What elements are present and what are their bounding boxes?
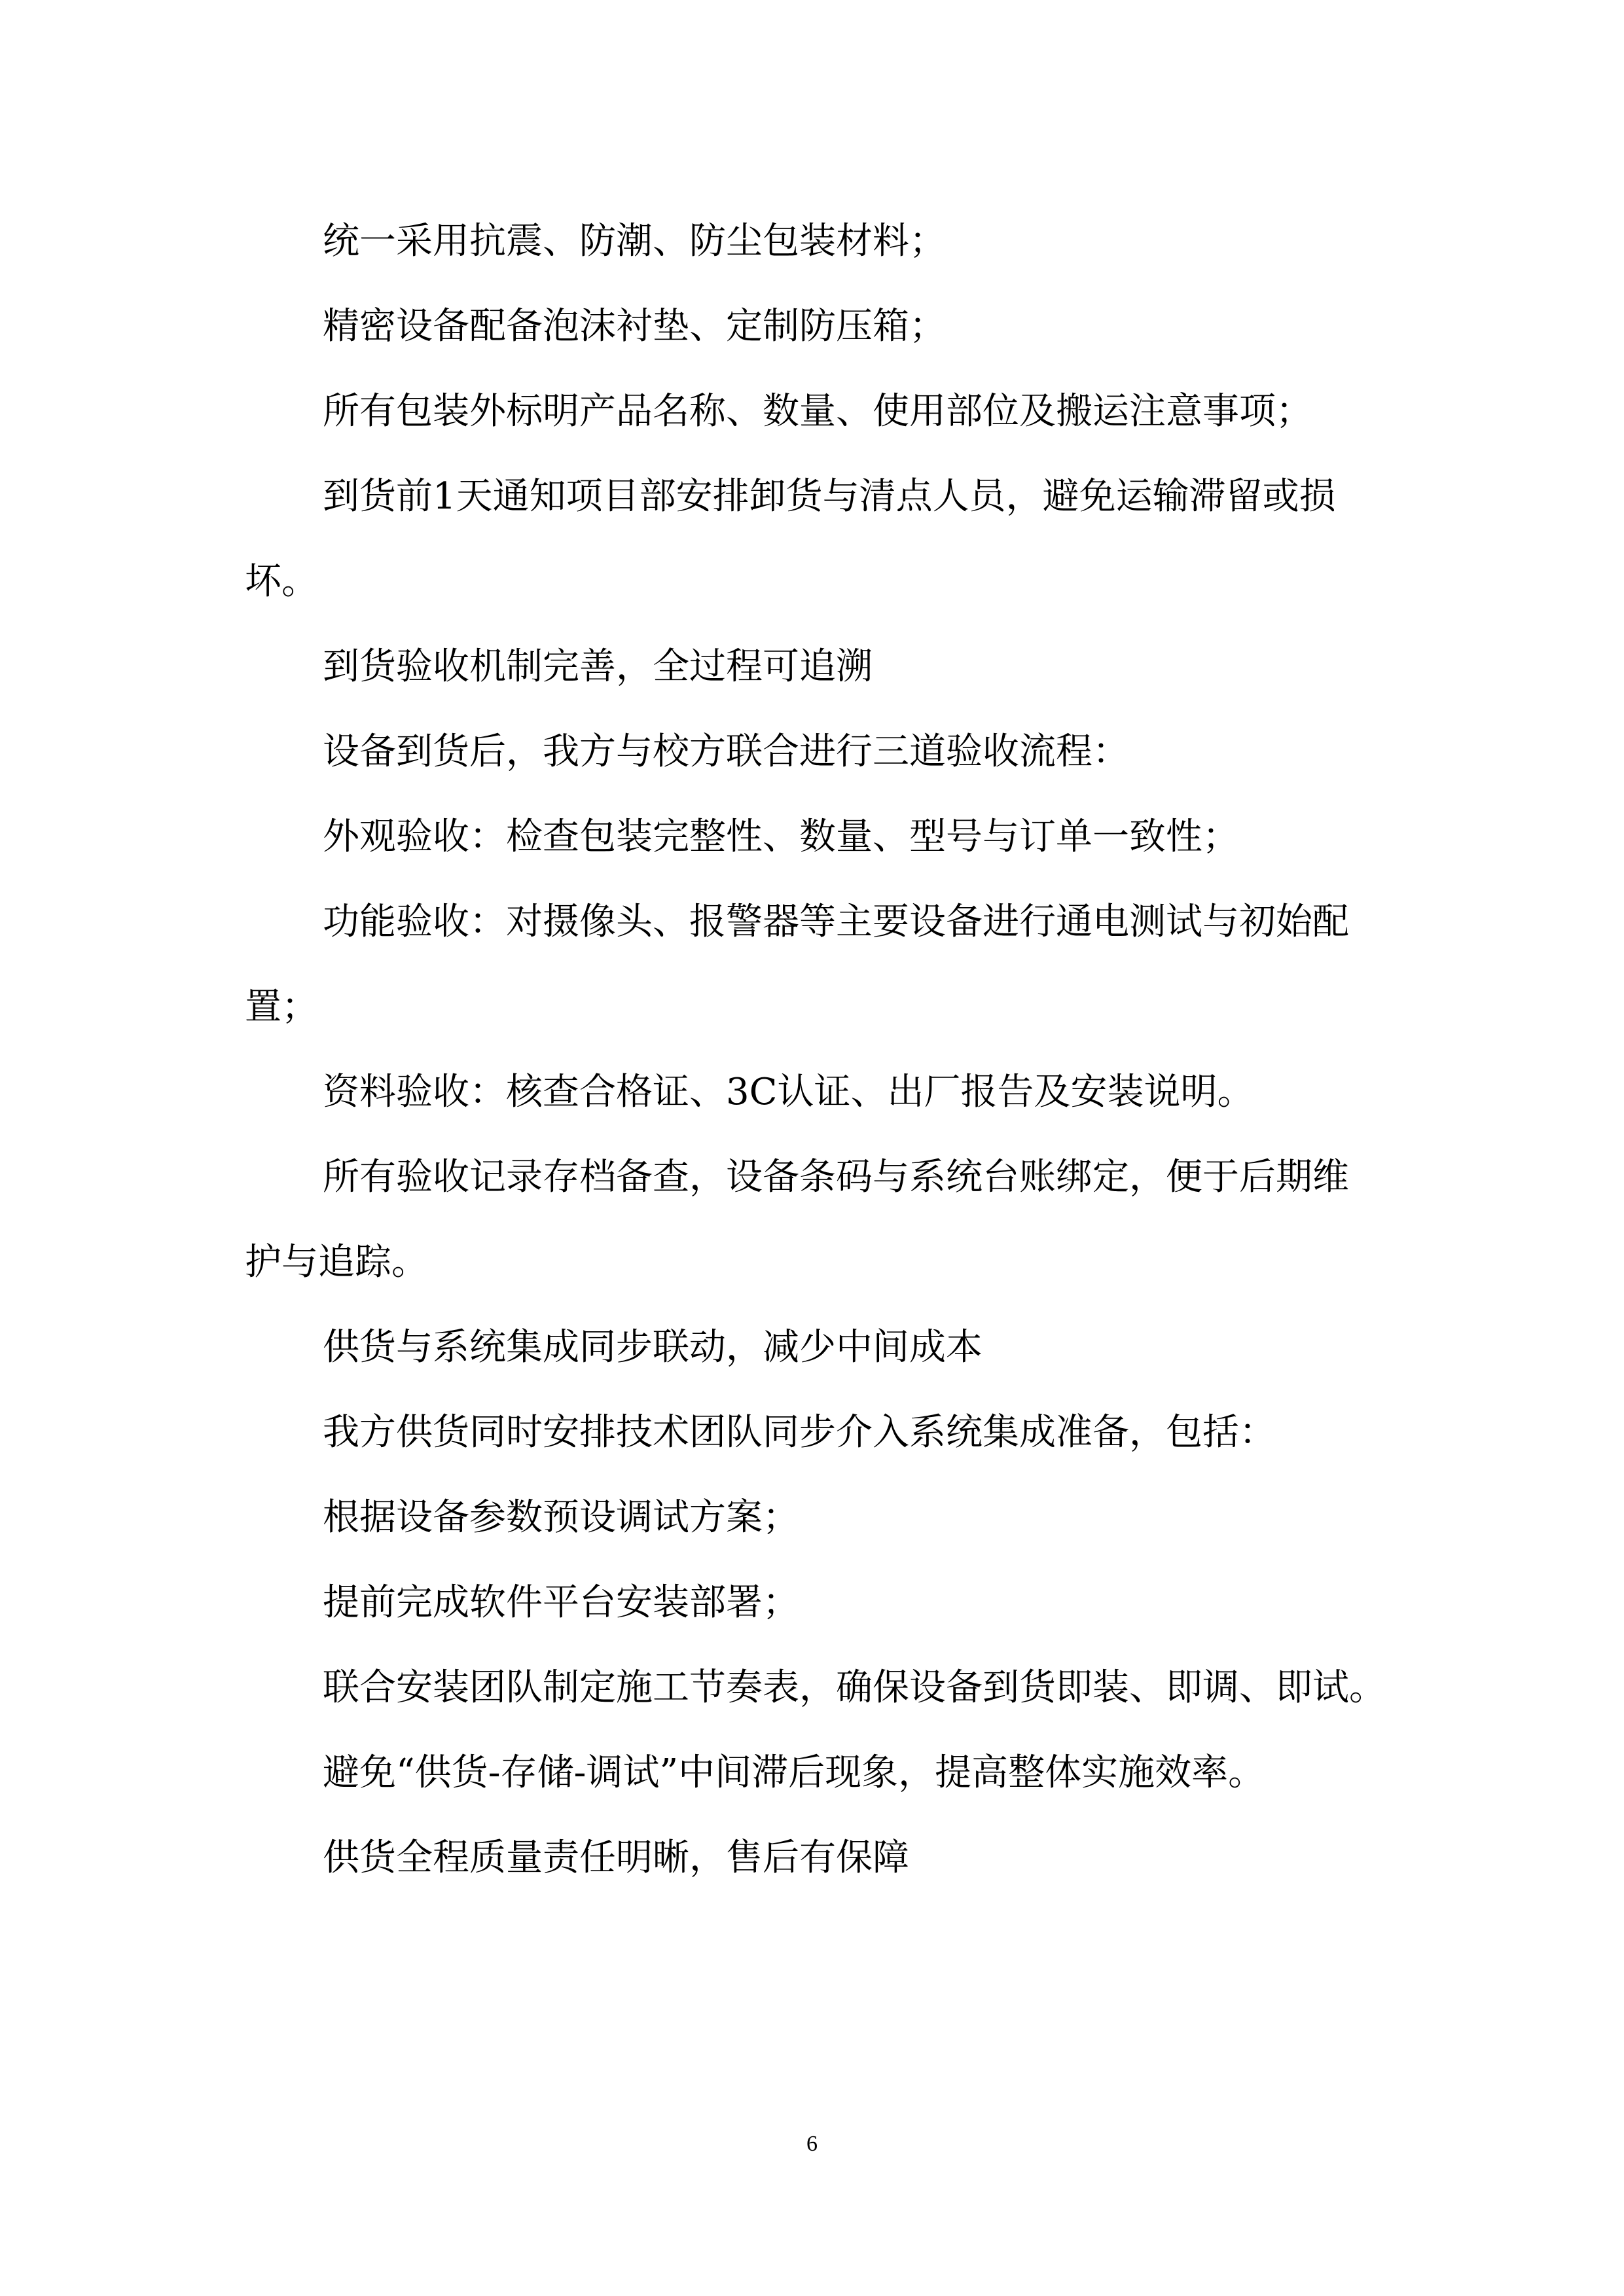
page-number: 6: [806, 2132, 818, 2156]
paragraph-avoid-delay: 避免“供货-存储-调试”中间滞后现象，提高整体实施效率。: [323, 1751, 1265, 1794]
paragraph-package-labeling: 所有包装外标明产品名称、数量、使用部位及搬运注意事项；: [323, 390, 1312, 433]
paragraph-arrival-notice: 到货前1天通知项目部安排卸货与清点人员，避免运输滞留或损: [323, 475, 1336, 518]
paragraph-software-deploy: 提前完成软件平台安装部署；: [323, 1581, 799, 1624]
paragraph-function-acceptance-continued: 置；: [245, 986, 318, 1028]
paragraph-debug-plan: 根据设备参数预设调试方案；: [323, 1496, 799, 1539]
paragraph-acceptance-intro: 设备到货后，我方与校方联合进行三道验收流程：: [323, 730, 1129, 773]
section-heading-acceptance: 到货验收机制完善，全过程可追溯: [323, 645, 873, 688]
paragraph-integration-intro: 我方供货同时安排技术团队同步介入系统集成准备，包括：: [323, 1411, 1276, 1454]
paragraph-records-archive-continued: 护与追踪。: [245, 1241, 428, 1283]
paragraph-packaging-materials: 统一采用抗震、防潮、防尘包装材料；: [323, 220, 946, 262]
paragraph-arrival-notice-continued: 坏。: [245, 560, 318, 603]
paragraph-construction-schedule: 联合安装团队制定施工节奏表，确保设备到货即装、即调、即试。: [323, 1666, 1386, 1709]
paragraph-document-acceptance: 资料验收：核查合格证、3C认证、出厂报告及安装说明。: [323, 1071, 1254, 1113]
section-heading-integration: 供货与系统集成同步联动，减少中间成本: [323, 1326, 983, 1369]
paragraph-records-archive: 所有验收记录存档备查，设备条码与系统台账绑定，便于后期维: [323, 1156, 1349, 1198]
section-heading-quality: 供货全程质量责任明晰，售后有保障: [323, 1837, 909, 1879]
paragraph-appearance-acceptance: 外观验收：检查包装完整性、数量、型号与订单一致性；: [323, 816, 1239, 858]
paragraph-function-acceptance: 功能验收：对摄像头、报警器等主要设备进行通电测试与初始配: [323, 901, 1349, 943]
paragraph-foam-padding: 精密设备配备泡沫衬垫、定制防压箱；: [323, 305, 946, 348]
